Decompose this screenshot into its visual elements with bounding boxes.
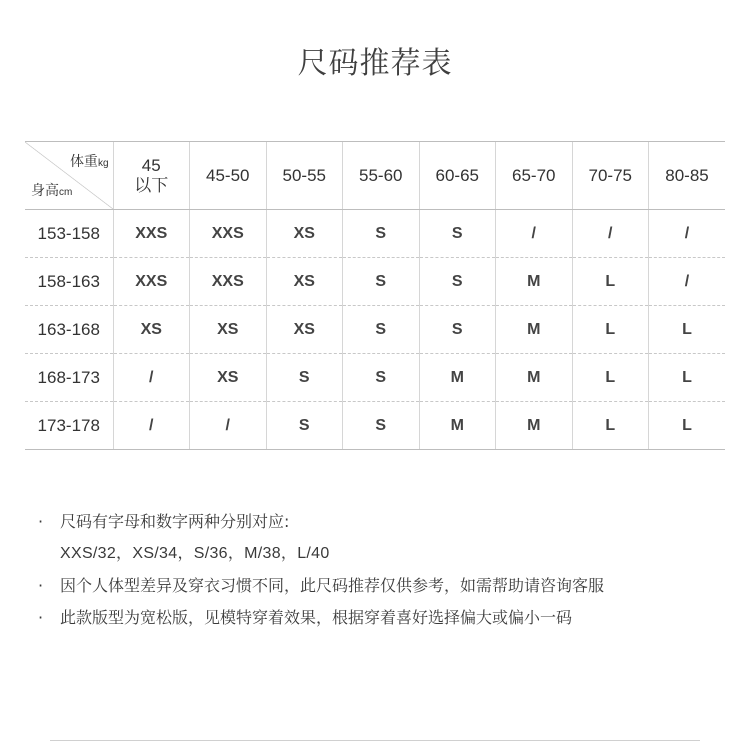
note-item: [38, 602, 728, 634]
weight-column-header: 55-60: [343, 142, 420, 210]
size-cell: S: [343, 402, 420, 450]
size-cell: XXS: [190, 210, 267, 258]
bottom-divider: [50, 740, 700, 741]
size-cell: XS: [266, 210, 343, 258]
table-row: [25, 354, 725, 402]
page-title: 尺码推荐表: [297, 46, 453, 81]
size-cell: M: [419, 402, 496, 450]
size-cell: S: [419, 306, 496, 354]
height-range-cell: 158-163: [25, 258, 113, 306]
bullet-icon: ·: [38, 512, 44, 531]
weight-axis-label: 体重kg: [69, 153, 109, 169]
size-cell: /: [496, 210, 573, 258]
size-cell: L: [572, 354, 649, 402]
table-row: [25, 210, 725, 258]
table-row: [25, 306, 725, 354]
height-range-cell: 168-173: [25, 354, 113, 402]
note-item: [38, 506, 728, 538]
size-cell: S: [343, 258, 420, 306]
table-row: [25, 402, 725, 450]
size-cell: L: [572, 306, 649, 354]
notes-section: [38, 506, 728, 634]
size-cell: S: [343, 210, 420, 258]
size-cell: M: [496, 354, 573, 402]
size-cell: /: [113, 402, 190, 450]
size-table: [25, 141, 725, 450]
size-cell: XS: [190, 354, 267, 402]
bullet-icon: ·: [38, 576, 44, 595]
size-cell: /: [572, 210, 649, 258]
note-size-mapping: XXS/32，XS/34，S/36，M/38，L/40: [60, 545, 330, 562]
size-cell: L: [572, 402, 649, 450]
size-cell: /: [649, 258, 726, 306]
weight-column-header: 70-75: [572, 142, 649, 210]
size-cell: XXS: [113, 258, 190, 306]
table-header-row: [25, 142, 725, 210]
table-body: [25, 210, 725, 450]
size-cell: L: [649, 354, 726, 402]
size-cell: XXS: [190, 258, 267, 306]
height-range-cell: 173-178: [25, 402, 113, 450]
weight-column-header: 50-55: [266, 142, 343, 210]
size-cell: S: [266, 402, 343, 450]
size-cell: XS: [113, 306, 190, 354]
height-axis-label: 身高cm: [31, 182, 73, 198]
bullet-icon: ·: [38, 608, 44, 627]
size-cell: XS: [266, 306, 343, 354]
note-item: [38, 570, 728, 602]
weight-column-header: 60-65: [419, 142, 496, 210]
height-range-cell: 153-158: [25, 210, 113, 258]
size-cell: /: [113, 354, 190, 402]
size-cell: M: [419, 354, 496, 402]
size-cell: S: [343, 306, 420, 354]
size-cell: S: [266, 354, 343, 402]
table-row: [25, 258, 725, 306]
size-cell: M: [496, 306, 573, 354]
weight-column-header: 80-85: [649, 142, 726, 210]
size-cell: M: [496, 402, 573, 450]
size-cell: S: [419, 210, 496, 258]
note-text: 尺码有字母和数字两种分别对应:: [60, 512, 290, 531]
size-cell: S: [343, 354, 420, 402]
weight-column-header: 45-50: [190, 142, 267, 210]
size-cell: L: [649, 306, 726, 354]
table-corner-cell: [25, 142, 113, 210]
size-cell: L: [572, 258, 649, 306]
note-text: 此款版型为宽松版，见模特穿着效果，根据穿着喜好选择偏大或偏小一码: [60, 608, 573, 627]
size-cell: S: [419, 258, 496, 306]
weight-column-header: 65-70: [496, 142, 573, 210]
size-cell: XS: [266, 258, 343, 306]
size-cell: M: [496, 258, 573, 306]
size-cell: /: [649, 210, 726, 258]
size-cell: XS: [190, 306, 267, 354]
size-cell: /: [190, 402, 267, 450]
note-text: 因个人体型差异及穿衣习惯不同，此尺码推荐仅供参考，如需帮助请咨询客服: [60, 576, 605, 595]
weight-column-header: 45 以下: [113, 142, 190, 210]
height-range-cell: 163-168: [25, 306, 113, 354]
size-cell: L: [649, 402, 726, 450]
size-cell: XXS: [113, 210, 190, 258]
